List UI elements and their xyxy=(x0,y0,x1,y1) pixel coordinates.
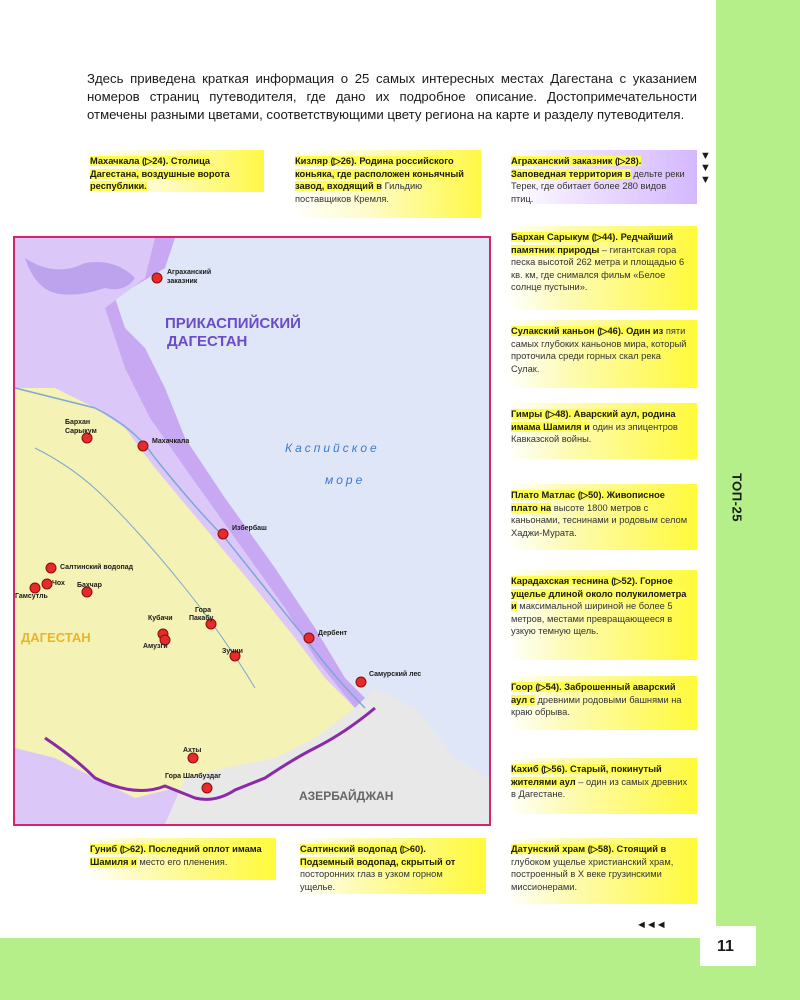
card-body: глубоком ущелье христианский храм, построенный в X веке грузинскими миссионерами. xyxy=(511,856,674,892)
svg-text:Аграханский: Аграханский xyxy=(167,269,212,276)
page-number: 11 xyxy=(717,938,734,955)
map-svg xyxy=(15,238,489,824)
nav-arrows-back[interactable]: ◄◄◄ xyxy=(636,919,666,931)
card-datuna[interactable] xyxy=(507,838,697,904)
card-body: высоте 1800 метров с каньонами, теснинами и родовым селом Хаджи-Мурата. xyxy=(511,502,688,538)
card-head: Кизляр (▷26). Родина российского коньяка, где расположен коньячный завод, входящий в xyxy=(295,156,465,192)
card-gunib[interactable] xyxy=(86,838,276,880)
card-body: место его пленения. xyxy=(136,856,228,867)
card-head: Сулакский каньон (▷46). Один из xyxy=(511,326,664,336)
sea-label: Каспийское xyxy=(285,441,380,455)
card-head: Аграханский заказник (▷28). Заповедная территория в xyxy=(511,156,642,179)
region-north-label: ПРИКАСПИЙСКИЙ xyxy=(165,315,301,332)
toc-tab[interactable] xyxy=(720,470,754,530)
card-body: дельте реки Терек, где обитает более 280 видов птиц. xyxy=(511,168,685,204)
svg-text:заказник: заказник xyxy=(167,278,198,285)
card-body: посторонних глаз в узком горном ущелье. xyxy=(300,869,443,892)
place-samur-forest[interactable] xyxy=(356,670,421,687)
card-body: – один из самых древних в Дагестане. xyxy=(511,776,688,800)
bottom-band xyxy=(0,938,800,1000)
svg-text:Бахчар: Бахчар xyxy=(77,582,102,589)
card-head: Гуниб (▷62). Последний оплот имама Шамиля и xyxy=(90,844,262,867)
card-sulak-canyon[interactable] xyxy=(507,320,697,388)
sea-label-2: море xyxy=(325,473,366,487)
svg-text:Дербент: Дербент xyxy=(318,630,348,637)
card-head: Махачкала (▷24). Столица Дагестана, воздушные ворота республики. xyxy=(90,156,230,192)
country-label: АЗЕРБАЙДЖАН xyxy=(299,789,394,803)
card-makhachkala[interactable] xyxy=(86,150,264,192)
card-head: Кахиб (▷56). Старый, покинутый жителями аул xyxy=(511,764,662,787)
svg-text:Пакабу: Пакабу xyxy=(189,615,214,622)
svg-text:Самурский лес: Самурский лес xyxy=(369,671,422,678)
card-karadakh[interactable] xyxy=(507,570,697,660)
card-head: Гимры (▷48). Аварский аул, родина имама Шамиля и xyxy=(511,409,676,432)
card-kizlyar[interactable] xyxy=(291,150,481,218)
card-body: Гильдию поставщиков Кремля. xyxy=(295,181,423,204)
svg-text:Зучни: Зучни xyxy=(222,648,243,655)
region-north-label-2: ДАГЕСТАН xyxy=(167,333,248,350)
card-goor[interactable] xyxy=(507,676,697,730)
card-salta-waterfall[interactable] xyxy=(296,838,486,894)
nav-arrows-down[interactable]: ▼ ▼ ▼ xyxy=(700,150,711,186)
svg-text:Кубачи: Кубачи xyxy=(148,615,173,622)
svg-text:Сарыкум: Сарыкум xyxy=(65,428,97,435)
svg-text:Гора: Гора xyxy=(195,607,212,614)
page-number-box xyxy=(700,926,756,966)
svg-text:Гора Шалбуздаг: Гора Шалбуздаг xyxy=(165,773,222,780)
svg-text:Гамсутль: Гамсутль xyxy=(15,593,48,600)
place-agrakhan[interactable] xyxy=(152,268,211,285)
map-region[interactable] xyxy=(13,236,491,826)
card-body: максимальной шириной не более 5 метров, местами превращающееся в узкую темную щель. xyxy=(511,601,673,637)
svg-text:Амузги: Амузги xyxy=(143,643,168,650)
intro-text: Здесь приведена краткая информация о 25 самых интересных местах Дагестана с указанием номеров страниц путеводителя, где дано их подробное описание. Достопримечательности отмечены разными цветами, соответствующими цвету региона на карте и разделу путеводителя. xyxy=(87,71,697,122)
card-body: древними родовыми башнями на краю обрыва. xyxy=(511,694,682,718)
card-agrakhan[interactable] xyxy=(507,150,697,204)
card-sarykum[interactable] xyxy=(507,226,697,310)
card-matlas[interactable] xyxy=(507,484,697,550)
card-head: Бархан Сарыкум (▷44). Редчайший памятник природы xyxy=(511,232,674,255)
toc-tab-label: ТОП-25 xyxy=(729,473,745,522)
svg-text:Ахты: Ахты xyxy=(183,747,202,754)
card-head: Датунский храм (▷58). Стоящий в xyxy=(511,844,667,854)
card-head: Карадахская теснина (▷52). Горное ущелье длиной около полукилометра и xyxy=(511,576,687,612)
svg-text:Бархан: Бархан xyxy=(65,419,91,426)
svg-text:Махачкала: Махачкала xyxy=(152,438,190,445)
card-head: Салтинский водопад (▷60). Подземный водопад, скрытый от xyxy=(300,844,456,867)
card-head: Плато Матлас (▷50). Живописное плато на xyxy=(511,490,665,513)
svg-text:Салтинский водопад: Салтинский водопад xyxy=(60,564,134,571)
region-south-label: ДАГЕСТАН xyxy=(21,630,91,645)
card-body: пяти самых глубоких каньонов мира, который проточила среди горных скал река Сулак. xyxy=(511,326,687,374)
card-kakhib[interactable] xyxy=(507,758,697,814)
card-gimry[interactable] xyxy=(507,403,697,459)
card-head: Гоор (▷54). Заброшенный аварский аул с xyxy=(511,682,676,705)
card-body: – гигантская гора песка высотой 262 метра и площадью 6 кв. км, где снимался фильм «Белое солнце пустыни». xyxy=(511,244,685,293)
card-body: один из эпицентров Кавказской войны. xyxy=(511,421,678,445)
svg-text:Избербаш: Избербаш xyxy=(232,525,267,532)
svg-text:Чох: Чох xyxy=(52,580,65,587)
